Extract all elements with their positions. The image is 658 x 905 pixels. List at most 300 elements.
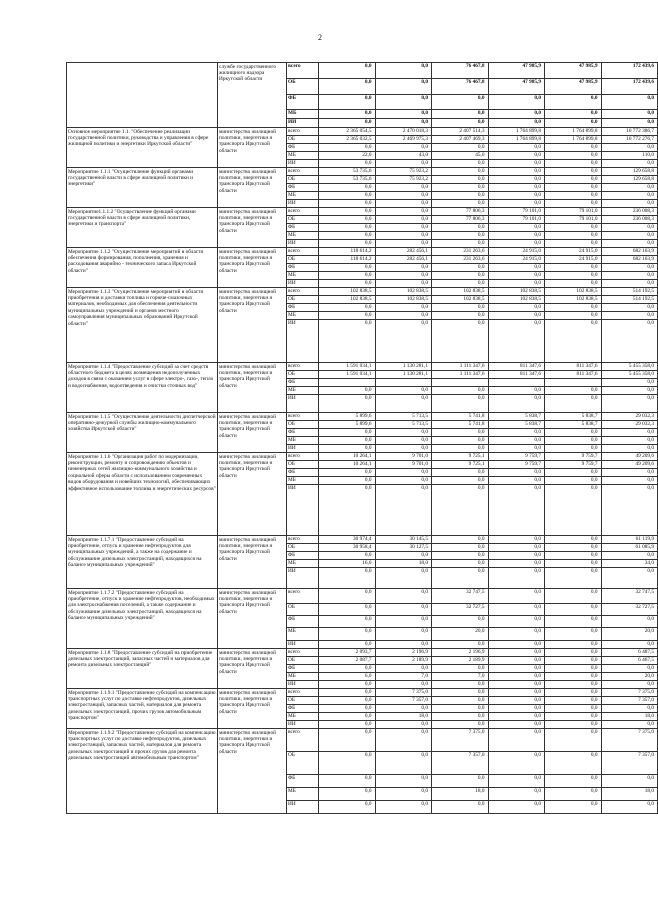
- funding-source-cell: всего: [287, 128, 319, 136]
- total-value-cell: 0,0: [601, 272, 658, 280]
- funding-source-cell: ИИ: [287, 641, 319, 649]
- year-value-cell: 0,0: [545, 280, 602, 288]
- year-value-cell: 0,0: [319, 280, 376, 288]
- year-value-cell: 0,0: [545, 775, 602, 788]
- executor-cell: министерство жилищной политики, энергетики и транспорта Иркутской области: [218, 536, 287, 589]
- funding-source-cell: всего: [287, 729, 319, 752]
- year-value-cell: 0,0: [432, 713, 489, 721]
- year-value-cell: 0,0: [319, 192, 376, 200]
- year-value-cell: [319, 379, 376, 387]
- year-value-cell: 0,0: [488, 264, 545, 272]
- year-value-cell: 5 838,7: [488, 421, 545, 429]
- year-value-cell: 6,0: [319, 673, 376, 681]
- year-value-cell: 0,0: [375, 160, 432, 168]
- year-value-cell: 0,0: [432, 119, 489, 128]
- total-value-cell: 0,0: [601, 184, 658, 192]
- measure-name-cell: Мероприятие 1.1.2 "Осуществление мероприятий в области обеспечения формирования, пополнения, хранения и расходования аварийно - технического запаса Иркутской области": [67, 248, 218, 288]
- executor-cell: министерство жилищной политики, энергетики и транспорта Иркутской области: [218, 689, 287, 729]
- year-value-cell: 0,0: [375, 240, 432, 248]
- total-value-cell: 10 772 276,7: [601, 136, 658, 144]
- table-row: [67, 63, 658, 79]
- year-value-cell: 0,0: [432, 110, 489, 119]
- year-value-cell: 102 838,5: [545, 288, 602, 296]
- year-value-cell: 0,0: [319, 387, 376, 395]
- funding-source-cell: всего: [287, 413, 319, 421]
- year-value-cell: 102 838,5: [319, 288, 376, 296]
- year-value-cell: 0,0: [545, 144, 602, 152]
- total-value-cell: 236 008,3: [601, 208, 658, 216]
- funding-source-cell: ФБ: [287, 616, 319, 628]
- year-value-cell: 0,0: [319, 616, 376, 628]
- year-value-cell: 0,0: [488, 477, 545, 485]
- year-value-cell: 0,0: [488, 705, 545, 713]
- funding-source-cell: МБ: [287, 628, 319, 641]
- year-value-cell: 0,0: [432, 387, 489, 395]
- year-value-cell: 0,0: [319, 63, 376, 79]
- year-value-cell: 0,0: [545, 304, 602, 312]
- year-value-cell: 0,0: [545, 160, 602, 168]
- year-value-cell: 0,0: [432, 200, 489, 208]
- year-value-cell: 0,0: [375, 63, 432, 79]
- year-value-cell: 0,0: [432, 485, 489, 536]
- year-value-cell: 24 915,0: [488, 248, 545, 256]
- year-value-cell: 0,0: [432, 160, 489, 168]
- year-value-cell: 811 347,6: [545, 363, 602, 371]
- year-value-cell: 0,0: [488, 232, 545, 240]
- funding-source-cell: ОБ: [287, 216, 319, 224]
- table-row: [67, 589, 658, 604]
- year-value-cell: 0,0: [432, 544, 489, 552]
- year-value-cell: 282 456,1: [375, 248, 432, 256]
- funding-source-cell: ФБ: [287, 264, 319, 272]
- funding-source-cell: ОБ: [287, 752, 319, 775]
- year-value-cell: 30 127,5: [375, 544, 432, 552]
- funding-source-cell: ОБ: [287, 256, 319, 264]
- year-value-cell: 0,0: [488, 387, 545, 395]
- year-value-cell: 1 764 899,8: [545, 136, 602, 144]
- year-value-cell: 0,0: [488, 544, 545, 552]
- year-value-cell: 7 375,0: [432, 729, 489, 752]
- funding-source-cell: ОБ: [287, 461, 319, 469]
- table-row: [67, 288, 658, 296]
- year-value-cell: 0,0: [432, 272, 489, 280]
- total-value-cell: 0,0: [601, 240, 658, 248]
- year-value-cell: 0,0: [319, 477, 376, 485]
- year-value-cell: 0,0: [545, 469, 602, 477]
- year-value-cell: 0,0: [545, 801, 602, 814]
- year-value-cell: 282 456,1: [375, 256, 432, 264]
- year-value-cell: 2 196,9: [375, 649, 432, 657]
- total-value-cell: 61 085,9: [601, 544, 658, 552]
- year-value-cell: 0,0: [319, 119, 376, 128]
- year-value-cell: 0,0: [545, 552, 602, 560]
- total-value-cell: 6 487,5: [601, 649, 658, 657]
- year-value-cell: 0,0: [375, 200, 432, 208]
- year-value-cell: 0,0: [319, 705, 376, 713]
- year-value-cell: [432, 379, 489, 387]
- table-row: [67, 729, 658, 752]
- year-value-cell: 9 701,0: [375, 453, 432, 461]
- year-value-cell: 0,0: [375, 395, 432, 413]
- year-value-cell: 0,0: [375, 79, 432, 95]
- year-value-cell: 5 741,8: [432, 421, 489, 429]
- year-value-cell: 0,0: [545, 119, 602, 128]
- measure-name-cell: Мероприятие 1.1.5 "Осуществление деятельности диспетчерской оперативно-дежурной службы жилищно-коммунального хозяйства Иркутской области": [67, 413, 218, 453]
- year-value-cell: 0,0: [488, 713, 545, 721]
- year-value-cell: 0,0: [488, 429, 545, 437]
- funding-source-cell: ФБ: [287, 304, 319, 312]
- total-value-cell: 20,0: [601, 628, 658, 641]
- year-value-cell: 5 838,7: [545, 413, 602, 421]
- year-value-cell: 0,0: [319, 697, 376, 705]
- year-value-cell: 0,0: [488, 95, 545, 110]
- year-value-cell: 0,0: [319, 429, 376, 437]
- year-value-cell: 0,0: [432, 312, 489, 320]
- year-value-cell: 0,0: [375, 628, 432, 641]
- year-value-cell: 0,0: [432, 697, 489, 705]
- funding-source-cell: МБ: [287, 713, 319, 721]
- funding-source-cell: МБ: [287, 673, 319, 681]
- funding-source-cell: ОБ: [287, 371, 319, 379]
- year-value-cell: 0,0: [545, 264, 602, 272]
- year-value-cell: [545, 379, 602, 387]
- year-value-cell: 0,0: [375, 304, 432, 312]
- year-value-cell: 0,0: [319, 589, 376, 604]
- year-value-cell: 10 264,1: [319, 453, 376, 461]
- year-value-cell: 0,0: [545, 544, 602, 552]
- year-value-cell: 0,0: [488, 144, 545, 152]
- year-value-cell: 30 974,4: [319, 536, 376, 544]
- table-row: [67, 128, 658, 136]
- funding-source-cell: МБ: [287, 152, 319, 160]
- total-value-cell: 10 772 386,7: [601, 128, 658, 136]
- year-value-cell: 118 614,2: [319, 248, 376, 256]
- measure-name-cell: Мероприятие 1.1.7.2 "Предоставление субсидий на приобретение, отпуск и хранение нефтепродуктов, необходимых для электроснабжения поселений, а также содержание и обслуживание дизельных электростанций, находящихся на балансе муниципальных учреждений": [67, 589, 218, 649]
- funding-source-cell: ФБ: [287, 379, 319, 387]
- year-value-cell: 0,0: [488, 560, 545, 568]
- year-value-cell: 0,0: [488, 689, 545, 697]
- funding-source-cell: ОБ: [287, 657, 319, 665]
- year-value-cell: 30 958,4: [319, 544, 376, 552]
- total-value-cell: 682 163,9: [601, 248, 658, 256]
- year-value-cell: 0,0: [432, 721, 489, 729]
- year-value-cell: 5 713,5: [375, 413, 432, 421]
- year-value-cell: 0,0: [545, 752, 602, 775]
- executor-cell: министерство жилищной политики, энергетики и транспорта Иркутской области: [218, 649, 287, 689]
- year-value-cell: 0,0: [375, 184, 432, 192]
- year-value-cell: 102 838,5: [375, 296, 432, 304]
- year-value-cell: 5 838,7: [488, 413, 545, 421]
- year-value-cell: 22,0: [319, 152, 376, 160]
- year-value-cell: 0,0: [545, 312, 602, 320]
- total-value-cell: 0,0: [601, 641, 658, 649]
- year-value-cell: 0,0: [488, 192, 545, 200]
- year-value-cell: 0,0: [319, 552, 376, 560]
- year-value-cell: 102 838,5: [545, 296, 602, 304]
- funding-source-cell: всего: [287, 453, 319, 461]
- year-value-cell: 0,0: [319, 208, 376, 216]
- year-value-cell: 47 985,9: [488, 79, 545, 95]
- year-value-cell: 30 145,5: [375, 536, 432, 544]
- funding-source-cell: МБ: [287, 272, 319, 280]
- year-value-cell: 0,0: [319, 568, 376, 589]
- year-value-cell: 7,0: [375, 673, 432, 681]
- year-value-cell: 0,0: [488, 312, 545, 320]
- year-value-cell: 0,0: [488, 641, 545, 649]
- year-value-cell: 0,0: [319, 604, 376, 616]
- total-value-cell: 5 455 358,0: [601, 363, 658, 371]
- total-value-cell: 129 658,8: [601, 168, 658, 176]
- year-value-cell: 0,0: [375, 665, 432, 673]
- year-value-cell: 0,0: [545, 232, 602, 240]
- total-value-cell: 61 119,9: [601, 536, 658, 544]
- funding-source-cell: МБ: [287, 437, 319, 445]
- total-value-cell: 0,0: [601, 395, 658, 413]
- year-value-cell: 0,0: [319, 445, 376, 453]
- total-value-cell: 0,0: [601, 144, 658, 152]
- year-value-cell: 0,0: [319, 689, 376, 697]
- year-value-cell: 1 591 034,1: [319, 363, 376, 371]
- year-value-cell: 47 985,9: [545, 79, 602, 95]
- year-value-cell: 0,0: [432, 176, 489, 184]
- year-value-cell: 18,0: [375, 713, 432, 721]
- year-value-cell: 231 263,6: [432, 256, 489, 264]
- year-value-cell: 0,0: [545, 485, 602, 536]
- year-value-cell: 0,0: [488, 589, 545, 604]
- year-value-cell: 0,0: [375, 280, 432, 288]
- year-value-cell: 2 469 975,3: [375, 136, 432, 144]
- year-value-cell: 2 407 514,3: [432, 128, 489, 136]
- year-value-cell: 0,0: [319, 320, 376, 363]
- year-value-cell: 0,0: [319, 224, 376, 232]
- year-value-cell: 0,0: [432, 224, 489, 232]
- year-value-cell: 0,0: [319, 240, 376, 248]
- funding-source-cell: ФБ: [287, 144, 319, 152]
- total-value-cell: 0,0: [601, 160, 658, 168]
- year-value-cell: 102 838,5: [432, 296, 489, 304]
- year-value-cell: 0,0: [319, 775, 376, 788]
- year-value-cell: 18,0: [375, 560, 432, 568]
- total-value-cell: 0,0: [601, 568, 658, 589]
- year-value-cell: 9 759,7: [488, 461, 545, 469]
- year-value-cell: 0,0: [432, 144, 489, 152]
- measure-name-cell: Мероприятие 1.1.3 "Осуществление мероприятий в области приобретения и доставки топлива и горюче-смазочных материалов, необходимых для обеспечения деятельности муниципальных учреждений и органов местного самоуправления муниципальных образований Иркутской области": [67, 288, 218, 363]
- funding-source-cell: ФБ: [287, 95, 319, 110]
- year-value-cell: [488, 379, 545, 387]
- year-value-cell: 0,0: [375, 208, 432, 216]
- year-value-cell: 0,0: [375, 568, 432, 589]
- year-value-cell: 0,0: [488, 152, 545, 160]
- executor-cell: министерство жилищной политики, энергетики и транспорта Иркутской области: [218, 413, 287, 453]
- year-value-cell: 43,0: [375, 152, 432, 160]
- funding-source-cell: ИИ: [287, 568, 319, 589]
- year-value-cell: 0,0: [545, 616, 602, 628]
- measure-name-cell: Основное мероприятие 1.1. "Обеспечение реализации государственной политики, руководства и управления в сфере жилищной политики и энергетики Иркутской области": [67, 128, 218, 168]
- year-value-cell: 0,0: [488, 649, 545, 657]
- total-value-cell: 0,0: [601, 192, 658, 200]
- year-value-cell: 0,0: [319, 110, 376, 119]
- funding-source-cell: МБ: [287, 560, 319, 568]
- measure-name-cell: Мероприятие 1.1.9.2 "Предоставление субсидий на компенсацию транспортных услуг по доставке нефтепродуктов, дизельных электростанций, запасных частей, материалов для ремонта дизельных электростанций и прочих грузов для ремонта дизельных электростанций автомобильным транспортом": [67, 729, 218, 814]
- year-value-cell: 0,0: [375, 477, 432, 485]
- year-value-cell: 0,0: [545, 560, 602, 568]
- year-value-cell: 0,0: [319, 469, 376, 477]
- year-value-cell: 0,0: [488, 184, 545, 192]
- year-value-cell: 0,0: [488, 168, 545, 176]
- funding-source-cell: МБ: [287, 232, 319, 240]
- year-value-cell: 0,0: [375, 264, 432, 272]
- funding-source-cell: всего: [287, 63, 319, 79]
- year-value-cell: 0,0: [432, 168, 489, 176]
- year-value-cell: 0,0: [375, 192, 432, 200]
- year-value-cell: 0,0: [319, 272, 376, 280]
- table-row: [67, 413, 658, 421]
- year-value-cell: 77 806,3: [432, 208, 489, 216]
- year-value-cell: 2 093,7: [319, 649, 376, 657]
- executor-cell: министерство жилищной политики, энергетики и транспорта Иркутской области: [218, 248, 287, 288]
- year-value-cell: 102 838,5: [488, 288, 545, 296]
- year-value-cell: 0,0: [545, 628, 602, 641]
- total-value-cell: 0,0: [601, 801, 658, 814]
- total-value-cell: 7 357,0: [601, 752, 658, 775]
- year-value-cell: 0,0: [488, 729, 545, 752]
- year-value-cell: 0,0: [545, 192, 602, 200]
- year-value-cell: 0,0: [488, 119, 545, 128]
- year-value-cell: 0,0: [319, 216, 376, 224]
- year-value-cell: 0,0: [432, 801, 489, 814]
- year-value-cell: 0,0: [488, 665, 545, 673]
- year-value-cell: 5 899,6: [319, 413, 376, 421]
- year-value-cell: 0,0: [319, 437, 376, 445]
- year-value-cell: 0,0: [375, 681, 432, 689]
- page-number: 2: [318, 33, 322, 42]
- year-value-cell: 5 838,7: [545, 421, 602, 429]
- year-value-cell: 0,0: [545, 713, 602, 721]
- year-value-cell: 0,0: [432, 184, 489, 192]
- year-value-cell: 0,0: [488, 176, 545, 184]
- year-value-cell: 0,0: [319, 264, 376, 272]
- year-value-cell: 0,0: [319, 95, 376, 110]
- year-value-cell: 0,0: [319, 641, 376, 649]
- year-value-cell: 0,0: [319, 304, 376, 312]
- year-value-cell: 0,0: [375, 801, 432, 814]
- table-row: [67, 453, 658, 461]
- total-value-cell: 682 163,9: [601, 256, 658, 264]
- year-value-cell: 79 101,0: [545, 208, 602, 216]
- year-value-cell: 0,0: [488, 752, 545, 775]
- total-value-cell: 0,0: [601, 485, 658, 536]
- year-value-cell: 2 087,7: [319, 657, 376, 665]
- year-value-cell: 2 407 469,3: [432, 136, 489, 144]
- year-value-cell: 5 741,8: [432, 413, 489, 421]
- year-value-cell: 7 357,0: [375, 697, 432, 705]
- funding-source-cell: ОБ: [287, 79, 319, 95]
- year-value-cell: 0,0: [545, 721, 602, 729]
- year-value-cell: 0,0: [375, 224, 432, 232]
- year-value-cell: 0,0: [375, 144, 432, 152]
- total-value-cell: 0,0: [601, 437, 658, 445]
- total-value-cell: 32 747,5: [601, 589, 658, 604]
- year-value-cell: 5 713,5: [375, 421, 432, 429]
- year-value-cell: 0,0: [319, 788, 376, 801]
- year-value-cell: 0,0: [319, 79, 376, 95]
- funding-source-cell: ИИ: [287, 280, 319, 288]
- year-value-cell: 0,0: [375, 320, 432, 363]
- year-value-cell: 0,0: [432, 232, 489, 240]
- year-value-cell: 0,0: [545, 689, 602, 697]
- year-value-cell: 118 614,2: [319, 256, 376, 264]
- total-value-cell: 18,0: [601, 713, 658, 721]
- year-value-cell: 0,0: [319, 144, 376, 152]
- year-value-cell: 0,0: [432, 552, 489, 560]
- total-value-cell: 0,0: [601, 119, 658, 128]
- funding-source-cell: всего: [287, 689, 319, 697]
- funding-source-cell: ИИ: [287, 119, 319, 128]
- year-value-cell: 811 347,6: [488, 371, 545, 379]
- year-value-cell: 0,0: [432, 95, 489, 110]
- year-value-cell: 0,0: [545, 705, 602, 713]
- year-value-cell: 231 263,6: [432, 248, 489, 256]
- year-value-cell: 0,0: [488, 272, 545, 280]
- year-value-cell: 1 764 899,8: [545, 128, 602, 136]
- year-value-cell: 0,0: [488, 280, 545, 288]
- funding-source-cell: всего: [287, 649, 319, 657]
- year-value-cell: 7 375,0: [375, 689, 432, 697]
- year-value-cell: 0,0: [545, 272, 602, 280]
- funding-source-cell: ОБ: [287, 176, 319, 184]
- year-value-cell: 0,0: [432, 775, 489, 788]
- year-value-cell: 0,0: [375, 437, 432, 445]
- year-value-cell: 0,0: [375, 272, 432, 280]
- funding-source-cell: ИИ: [287, 801, 319, 814]
- funding-source-cell: ОБ: [287, 136, 319, 144]
- total-value-cell: 7 375,0: [601, 729, 658, 752]
- year-value-cell: 0,0: [545, 536, 602, 544]
- measure-name-cell: [67, 63, 218, 128]
- year-value-cell: 0,0: [375, 705, 432, 713]
- year-value-cell: 0,0: [375, 216, 432, 224]
- year-value-cell: 0,0: [488, 616, 545, 628]
- year-value-cell: 18,0: [432, 788, 489, 801]
- year-value-cell: 2 196,9: [432, 649, 489, 657]
- year-value-cell: 0,0: [375, 721, 432, 729]
- year-value-cell: 0,0: [545, 152, 602, 160]
- year-value-cell: 9 725,1: [432, 453, 489, 461]
- funding-source-cell: ФБ: [287, 224, 319, 232]
- year-value-cell: 9 759,7: [488, 453, 545, 461]
- year-value-cell: 0,0: [545, 168, 602, 176]
- measure-name-cell: Мероприятие 1.1.6 "Организация работ по модернизации, реконструкции, ремонту и сопровождению объектов и инженерных сетей жилищно-коммунального хозяйства и социальной сферы области с использованием современных видов оборудования и новейших технологий, обеспечивающих эффективное использование топлива и энергетических ресурсов": [67, 453, 218, 536]
- year-value-cell: 0,0: [488, 568, 545, 589]
- year-value-cell: 0,0: [375, 788, 432, 801]
- total-value-cell: 0,0: [601, 775, 658, 788]
- year-value-cell: 0,0: [375, 752, 432, 775]
- total-value-cell: 0,0: [601, 721, 658, 729]
- total-value-cell: 5 455 358,0: [601, 371, 658, 379]
- total-value-cell: 0,0: [601, 200, 658, 208]
- year-value-cell: 7,0: [432, 673, 489, 681]
- funding-source-cell: ФБ: [287, 429, 319, 437]
- funding-source-cell: ФБ: [287, 705, 319, 713]
- year-value-cell: 0,0: [545, 477, 602, 485]
- total-value-cell: 0,0: [601, 429, 658, 437]
- funding-source-cell: ОБ: [287, 296, 319, 304]
- year-value-cell: 0,0: [375, 119, 432, 128]
- year-value-cell: 45,0: [432, 152, 489, 160]
- year-value-cell: 16,0: [319, 560, 376, 568]
- year-value-cell: 0,0: [545, 568, 602, 589]
- funding-source-cell: МБ: [287, 192, 319, 200]
